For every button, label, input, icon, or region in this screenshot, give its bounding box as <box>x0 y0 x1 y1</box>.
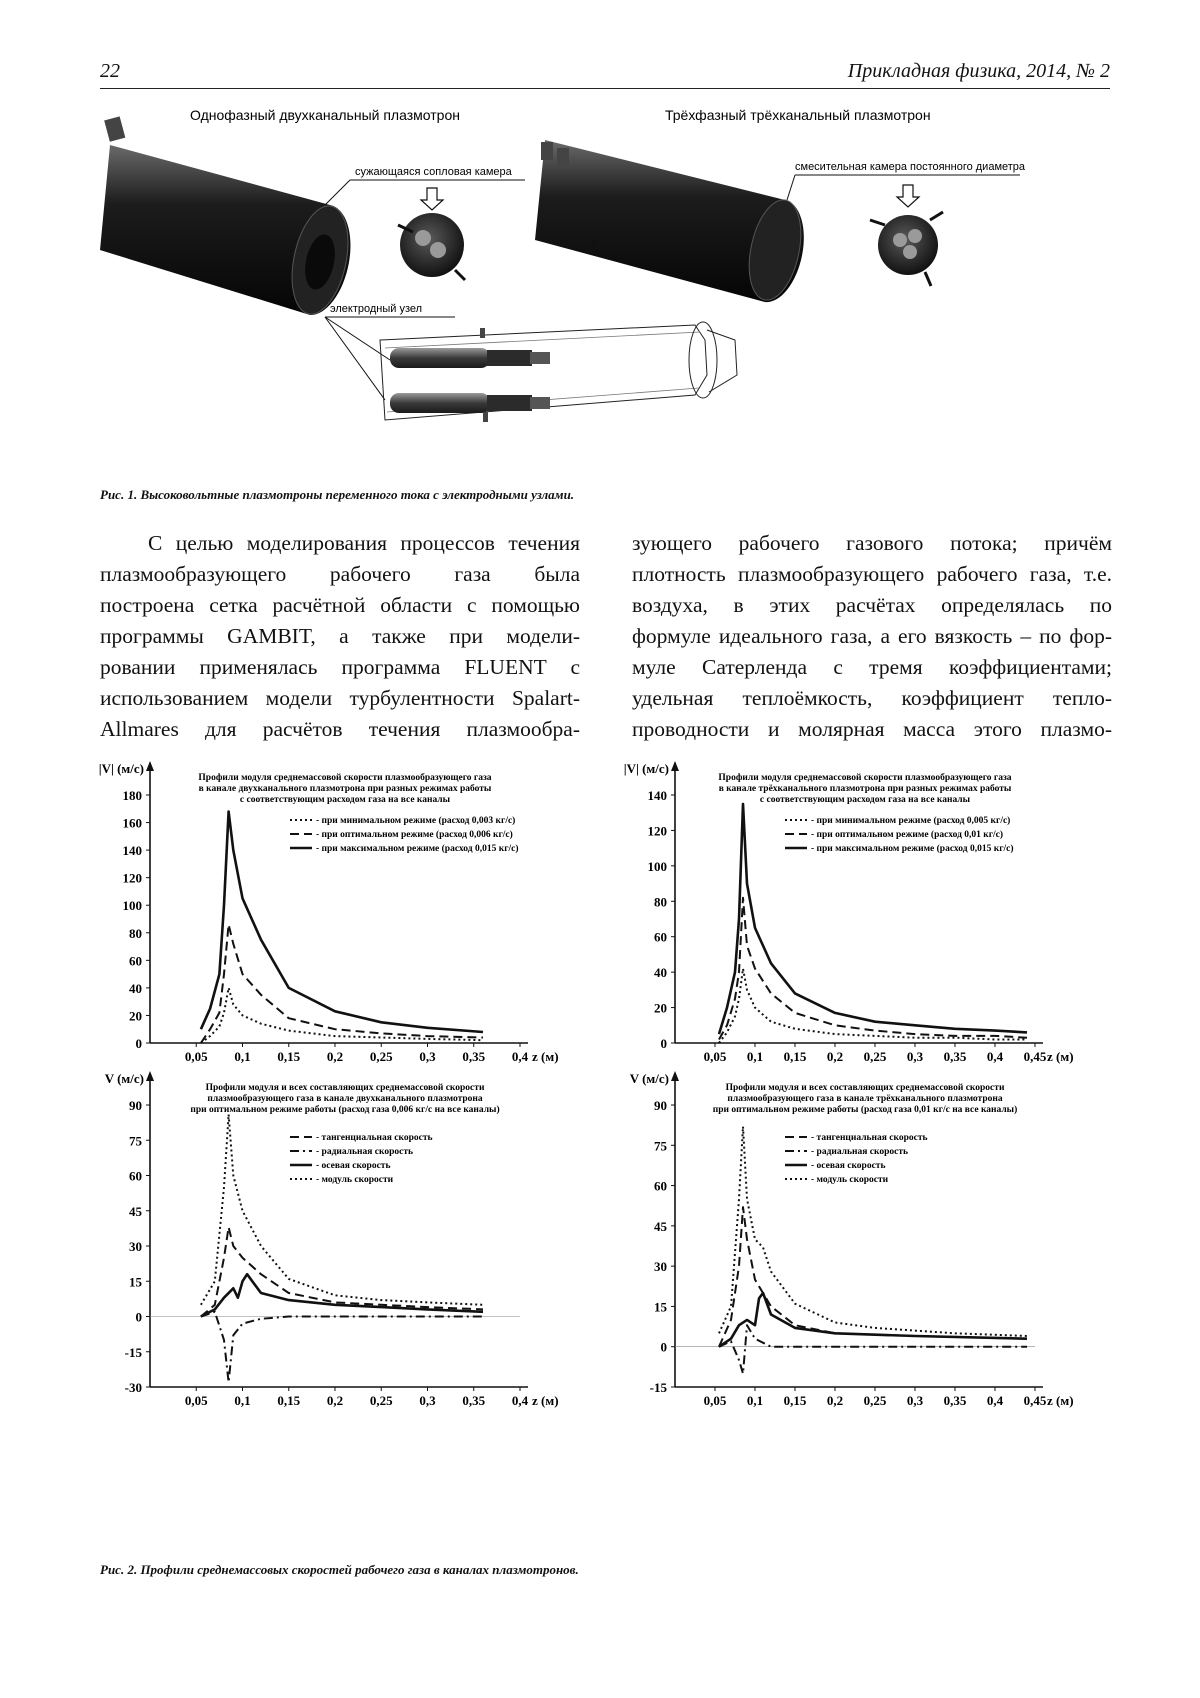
y-axis-arrow-icon <box>146 761 154 771</box>
legend-label: - при максимальном режиме (расход 0,015 кг/с) <box>811 844 1014 854</box>
x-axis-label: z (м) <box>532 1049 559 1064</box>
y-axis-label: |V| (м/с) <box>623 761 669 776</box>
y-tick-label: 60 <box>129 953 142 969</box>
legend-label: - осевая скорость <box>316 1161 391 1171</box>
x-tick-label: 0,45 <box>1023 1393 1047 1408</box>
label-three-phase: Трёхфазный трёхканальный плазмотрон <box>665 107 931 123</box>
x-tick-label: 0,25 <box>369 1393 393 1408</box>
x-axis-label: z (м) <box>1047 1393 1074 1408</box>
y-axis-label: V (м/с) <box>104 1071 144 1086</box>
y-axis-label: V (м/с) <box>629 1071 669 1086</box>
y-tick-label: 100 <box>122 898 142 914</box>
chart-3 <box>105 1071 559 1408</box>
body-line: проводности и молярная масса этого плазмо- <box>632 717 1112 741</box>
chart-title-line: с соответствующим расходом газа на все каналы <box>759 795 971 805</box>
series-line-dashdot <box>201 1312 483 1383</box>
legend-label: - при оптимальном режиме (расход 0,01 кг/с) <box>811 830 1004 840</box>
y-tick-label: 75 <box>129 1133 142 1149</box>
electrode-unit-drawing <box>380 322 737 422</box>
body-line: программы GAMBIT, а также при модели- <box>100 624 580 648</box>
y-tick-label: -30 <box>124 1380 142 1395</box>
x-tick-label: 0,1 <box>746 1393 764 1408</box>
y-tick-label: 20 <box>129 1008 142 1024</box>
series-line-dashdot <box>719 1325 1027 1373</box>
x-tick-label: 0,2 <box>826 1393 844 1408</box>
chart-title-line: Профили модуля и всех составляющих среднемассовой скорости <box>205 1083 485 1093</box>
y-tick-label: 90 <box>129 1098 142 1113</box>
y-tick-label: 20 <box>654 1000 667 1016</box>
nozzle-chamber-disc <box>398 213 465 280</box>
journal-title: Прикладная физика, 2014, № 2 <box>847 60 1110 82</box>
body-column-right <box>632 528 1112 745</box>
legend-label: - модуль скорости <box>811 1175 889 1185</box>
x-tick-label: 0,3 <box>419 1393 436 1408</box>
series-line-dashed <box>201 925 483 1044</box>
body-line: муле Сатерленда с тремя коэффициентами; <box>632 655 1112 679</box>
y-tick-label: 140 <box>647 788 667 803</box>
chart-title-line: при оптимальном режиме работы (расход газа 0,01 кг/с на все каналы) <box>712 1105 1018 1115</box>
chart-title-line: с соответствующим расходом газа на все каналы <box>239 795 451 805</box>
legend-label: - при минимальном режиме (расход 0,005 кг/с) <box>811 816 1011 826</box>
x-tick-label: 0,2 <box>326 1393 344 1408</box>
callout-mixing-chamber: смесительная камера постоянного диаметра <box>795 161 1026 173</box>
x-tick-label: 0,35 <box>462 1049 486 1064</box>
series-line-dotted <box>719 969 1027 1043</box>
chart-title-line: в канале трёхканального плазмотрона при разных режимах работы <box>718 784 1012 794</box>
mixing-chamber-disc <box>870 212 943 286</box>
label-single-phase: Однофазный двухканальный плазмотрон <box>190 107 460 123</box>
figure-2-caption: Рис. 2. Профили среднемассовых скоростей рабочего газа в каналах плазмотронов. <box>100 1562 579 1577</box>
x-tick-label: 0,4 <box>511 1393 529 1408</box>
legend-label: - осевая скорость <box>811 1161 886 1171</box>
chart-2 <box>624 761 1074 1064</box>
x-tick-label: 0,3 <box>906 1393 924 1408</box>
body-line: Allmares для расчётов течения плазмообра- <box>100 717 580 741</box>
x-tick-label: 0,1 <box>746 1049 764 1064</box>
x-tick-label: 0,25 <box>863 1049 887 1064</box>
chart-title-line: при оптимальном режиме работы (расход газа 0,006 кг/с на все каналы) <box>190 1105 500 1115</box>
legend-label: - тангенциальная скорость <box>811 1133 928 1143</box>
y-tick-label: 160 <box>122 815 142 831</box>
x-tick-label: 0,3 <box>906 1049 924 1064</box>
figure-2 <box>90 761 1120 1550</box>
x-tick-label: 0,05 <box>184 1393 208 1408</box>
two-channel-plasmatron-drawing <box>100 116 357 319</box>
y-tick-label: 0 <box>135 1309 142 1325</box>
y-tick-label: 60 <box>654 1178 667 1194</box>
body-line: формуле идеального газа, а его вязкость – по фор- <box>632 624 1112 648</box>
running-header <box>100 58 1110 89</box>
x-tick-label: 0,4 <box>986 1049 1004 1064</box>
body-line: плазмообразующего рабочего газа была <box>100 562 580 586</box>
y-tick-label: 40 <box>654 965 667 981</box>
x-tick-label: 0,15 <box>277 1393 301 1408</box>
y-tick-label: 45 <box>129 1203 142 1219</box>
arrow-down-icon <box>421 188 443 210</box>
legend-label: - радиальная скорость <box>316 1147 414 1157</box>
chart-title-line: Профили модуля среднемассовой скорости плазмообразующего газа <box>198 773 492 783</box>
chart-title-line: Профили модуля среднемассовой скорости плазмообразующего газа <box>718 773 1012 783</box>
legend-label: - при оптимальном режиме (расход 0,006 кг/с) <box>316 830 513 840</box>
y-tick-label: 0 <box>660 1339 667 1355</box>
body-line: удельная теплоёмкость, коэффициент тепло- <box>632 686 1112 710</box>
chart-title-line: в канале двухканального плазмотрона при разных режимах работы <box>198 784 492 794</box>
y-tick-label: 100 <box>647 858 667 874</box>
callout-electrode-unit: электродный узел <box>330 303 423 315</box>
legend-label: - при максимальном режиме (расход 0,015 кг/с) <box>316 844 519 854</box>
x-tick-label: 0,3 <box>419 1049 436 1064</box>
x-axis-label: z (м) <box>532 1393 559 1408</box>
x-tick-label: 0,35 <box>943 1049 967 1064</box>
y-tick-label: 180 <box>122 788 142 803</box>
figure-1-caption: Рис. 1. Высоковольтные плазмотроны переменного тока с электродными узлами. <box>100 487 575 502</box>
x-tick-label: 0,15 <box>783 1393 807 1408</box>
y-tick-label: 30 <box>129 1239 142 1254</box>
x-tick-label: 0,15 <box>783 1049 807 1064</box>
arrow-down-icon <box>897 185 919 207</box>
x-tick-label: 0,2 <box>326 1049 344 1064</box>
x-tick-label: 0,25 <box>863 1393 887 1408</box>
legend-label: - тангенциальная скорость <box>316 1133 433 1143</box>
y-tick-label: 80 <box>129 925 142 941</box>
y-tick-label: -15 <box>649 1380 667 1395</box>
body-line: ровании применялась программа FLUENT с <box>100 655 580 679</box>
series-line-dashed <box>719 1207 1027 1347</box>
y-tick-label: 0 <box>660 1036 667 1051</box>
y-tick-label: 90 <box>654 1098 667 1113</box>
series-line-dotted <box>201 988 483 1043</box>
x-axis-label: z (м) <box>1047 1049 1074 1064</box>
y-tick-label: 0 <box>135 1036 142 1051</box>
body-line: С целью моделирования процессов течения <box>148 531 580 555</box>
series-line-dashed <box>719 898 1027 1040</box>
y-tick-label: 140 <box>122 843 142 859</box>
y-tick-label: 15 <box>129 1274 142 1290</box>
chart-4 <box>630 1071 1074 1408</box>
x-tick-label: 0,45 <box>1023 1049 1047 1064</box>
x-tick-label: 0,1 <box>234 1393 251 1408</box>
x-tick-label: 0,4 <box>986 1393 1004 1408</box>
y-tick-label: -15 <box>124 1344 142 1360</box>
y-axis-label: |V| (м/с) <box>98 761 144 776</box>
y-tick-label: 40 <box>129 980 142 996</box>
legend-label: - модуль скорости <box>316 1175 394 1185</box>
x-tick-label: 0,25 <box>369 1049 393 1064</box>
x-tick-label: 0,4 <box>511 1049 529 1064</box>
three-channel-plasmatron-drawing <box>535 140 809 305</box>
body-column-left <box>100 528 580 745</box>
body-line: воздуха, в этих расчётах определялась по <box>632 593 1112 617</box>
y-axis-arrow-icon <box>671 761 679 771</box>
y-tick-label: 60 <box>129 1168 142 1184</box>
series-line-solid <box>719 1293 1027 1347</box>
x-tick-label: 0,1 <box>234 1049 251 1064</box>
x-tick-label: 0,05 <box>184 1049 208 1064</box>
chart-title-line: плазмообразующего газа в канале двухканального плазмотрона <box>207 1094 483 1104</box>
y-tick-label: 120 <box>122 870 142 886</box>
y-tick-label: 15 <box>654 1299 667 1315</box>
x-tick-label: 0,15 <box>277 1049 301 1064</box>
y-axis-arrow-icon <box>671 1071 679 1081</box>
body-line: зующего рабочего газового потока; причём <box>632 531 1112 555</box>
x-tick-label: 0,05 <box>703 1393 727 1408</box>
y-tick-label: 30 <box>654 1259 667 1275</box>
body-line: построена сетка расчётной области с помощью <box>100 593 580 617</box>
x-tick-label: 0,35 <box>462 1393 486 1408</box>
chart-1 <box>99 761 559 1064</box>
chart-title-line: плазмообразующего газа в канале трёхканального плазмотрона <box>727 1094 1003 1104</box>
y-tick-label: 80 <box>654 894 667 910</box>
legend-label: - радиальная скорость <box>811 1147 909 1157</box>
series-line-dotted <box>719 1127 1027 1337</box>
legend-label: - при минимальном режиме (расход 0,003 кг/с) <box>316 816 516 826</box>
figure-1 <box>95 100 1115 475</box>
y-tick-label: 60 <box>654 929 667 945</box>
x-tick-label: 0,05 <box>703 1049 727 1064</box>
y-tick-label: 75 <box>654 1138 667 1154</box>
chart-title-line: Профили модуля и всех составляющих среднемассовой скорости <box>725 1083 1005 1093</box>
y-axis-arrow-icon <box>146 1071 154 1081</box>
x-tick-label: 0,35 <box>943 1393 967 1408</box>
y-tick-label: 120 <box>647 823 667 839</box>
callout-nozzle-chamber: сужающаяся сопловая камера <box>355 166 512 178</box>
body-line: использованием модели турбулентности Spalart- <box>100 686 580 710</box>
x-tick-label: 0,2 <box>826 1049 844 1064</box>
y-tick-label: 45 <box>654 1218 667 1234</box>
page-number: 22 <box>100 60 120 82</box>
body-line: плотность плазмообразующего рабочего газа, т.е. <box>632 562 1112 586</box>
